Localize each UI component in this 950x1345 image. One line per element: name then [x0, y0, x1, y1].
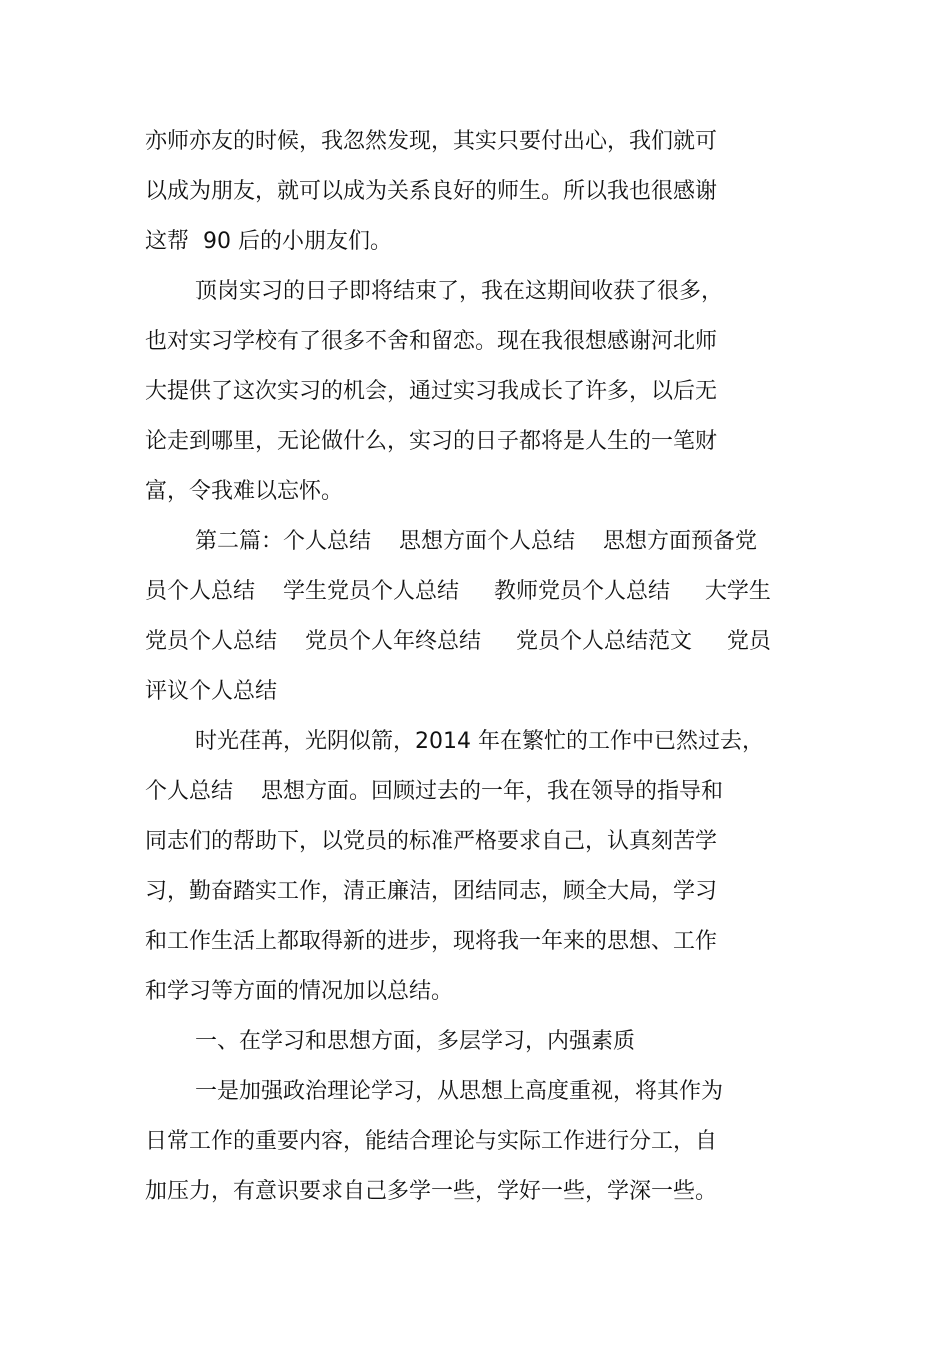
text-line: 党员个人总结 党员个人年终总结 党员个人总结范文 党员 — [145, 629, 771, 654]
text-line: 员个人总结 学生党员个人总结 教师党员个人总结 大学生 — [145, 579, 771, 604]
section-heading-line: 第二篇：个人总结 思想方面个人总结 思想方面预备党 — [195, 529, 757, 554]
text-line: 也对实习学校有了很多不舍和留恋。现在我很想感谢河北师 — [145, 329, 718, 354]
text-line: 以成为朋友，就可以成为关系良好的师生。所以我也很感谢 — [145, 179, 718, 204]
paragraph-start-line: 时光荏苒，光阴似箭，2014 年在繁忙的工作中已然过去， — [195, 729, 764, 754]
text-line: 这帮 90 后的小朋友们。 — [145, 229, 392, 254]
text-line: 同志们的帮助下，以党员的标准严格要求自己，认真刻苦学 — [145, 829, 718, 854]
text-line: 个人总结 思想方面。回顾过去的一年，我在领导的指导和 — [145, 779, 723, 804]
paragraph-start-line: 顶岗实习的日子即将结束了，我在这期间收获了很多， — [195, 279, 724, 304]
text-line: 日常工作的重要内容，能结合理论与实际工作进行分工，自 — [145, 1129, 718, 1154]
text-line: 和学习等方面的情况加以总结。 — [145, 979, 454, 1004]
text-line: 大提供了这次实习的机会，通过实习我成长了许多，以后无 — [145, 379, 718, 404]
text-line: 习，勤奋踏实工作，清正廉洁，团结同志，顾全大局，学习 — [145, 879, 718, 904]
subheading-line: 一、在学习和思想方面，多层学习，内强素质 — [195, 1029, 636, 1054]
text-line: 亦师亦友的时候，我忽然发现，其实只要付出心，我们就可 — [145, 129, 718, 154]
text-line: 和工作生活上都取得新的进步，现将我一年来的思想、工作 — [145, 929, 718, 954]
text-line: 加压力，有意识要求自己多学一些，学好一些，学深一些。 — [145, 1179, 718, 1204]
text-line: 论走到哪里，无论做什么，实习的日子都将是人生的一笔财 — [145, 429, 718, 454]
text-line: 评议个人总结 — [145, 679, 278, 704]
paragraph-start-line: 一是加强政治理论学习，从思想上高度重视，将其作为 — [195, 1079, 724, 1104]
text-line: 富，令我难以忘怀。 — [145, 479, 344, 504]
